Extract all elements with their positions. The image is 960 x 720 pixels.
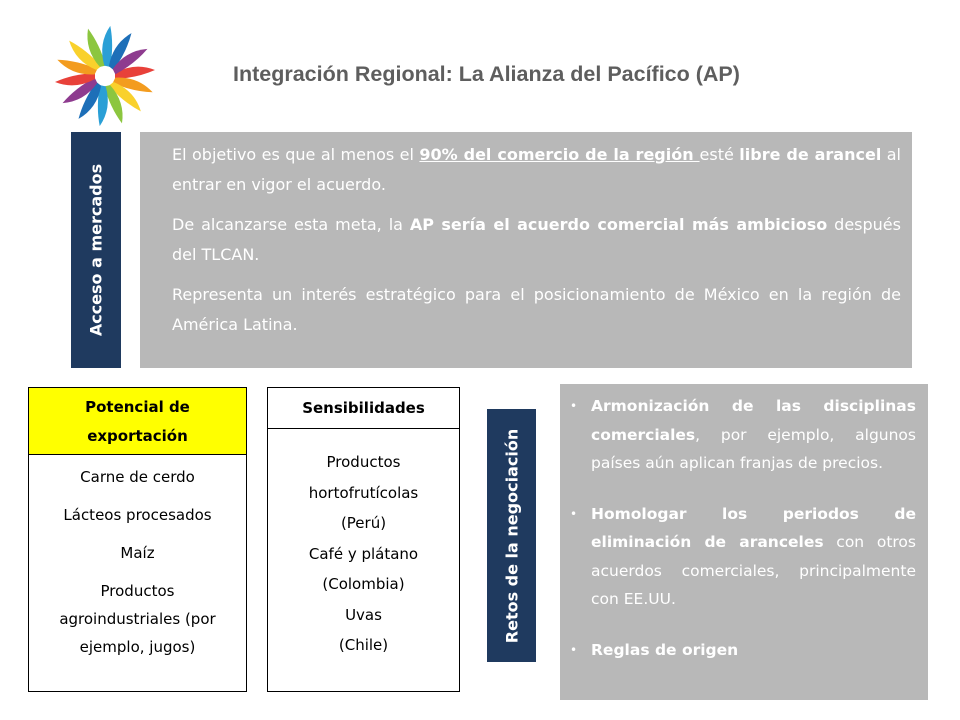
sensibilidades-table [267, 387, 460, 692]
list-item: Maíz [120, 544, 155, 562]
retos-negociacion-box [560, 384, 928, 700]
acceso-mercados-box [140, 132, 912, 368]
list-item: (Colombia) [322, 575, 405, 593]
bullet-icon: • [570, 399, 578, 413]
bullet-icon: • [570, 506, 578, 521]
list-item: Productos agroindustriales (por ejemplo, jugos) [59, 582, 216, 656]
list-item: • Homologar los periodos de eliminación de aranceles con otros acuerdos comerciales, principalmente con EE.UU. [570, 500, 916, 614]
list-item: Uvas [345, 605, 382, 624]
retos-negociacion-label-bar [487, 409, 536, 662]
acceso-mercados-label: Acceso a mercados [86, 163, 106, 337]
list-item: Productos [326, 453, 401, 471]
list-item: Carne de cerdo [80, 468, 195, 486]
list-item: (Perú) [340, 514, 387, 532]
list-item: Café y plátano [308, 544, 419, 563]
retos-negociacion-label: Retos de la negociación [502, 428, 521, 643]
list-item: (Chile) [338, 636, 389, 654]
page-title: Integración Regional: La Alianza del Pacífico (AP) [233, 62, 740, 86]
sensibilidades-header: Sensibilidades [268, 388, 459, 429]
potencial-exportacion-header: Potencial de exportación [29, 388, 246, 455]
list-item: Lácteos procesados [63, 506, 212, 524]
acceso-paragraph-2: De alcanzarse esta meta, la AP sería el acuerdo comercial más ambicioso después del TLCAN. [172, 215, 901, 264]
bullet-icon: • [570, 642, 578, 657]
acceso-paragraph-3: Representa un interés estratégico para el posicionamiento de México en la región de América Latina. [172, 285, 901, 334]
potencial-exportacion-table [28, 387, 247, 692]
list-item: hortofrutícolas [308, 483, 419, 502]
list-item: • Armonización de las disciplinas comerciales, por ejemplo, algunos países aún aplican franjas de precios. [570, 392, 916, 478]
acceso-mercados-label-bar [71, 132, 121, 368]
list-item: • Reglas de origen [570, 636, 916, 665]
alianza-pacifico-logo-icon [50, 22, 160, 130]
acceso-paragraph-1: El objetivo es que al menos el 90% del comercio de la región esté libre de arancel al entrar en vigor el acuerdo. [172, 145, 902, 194]
